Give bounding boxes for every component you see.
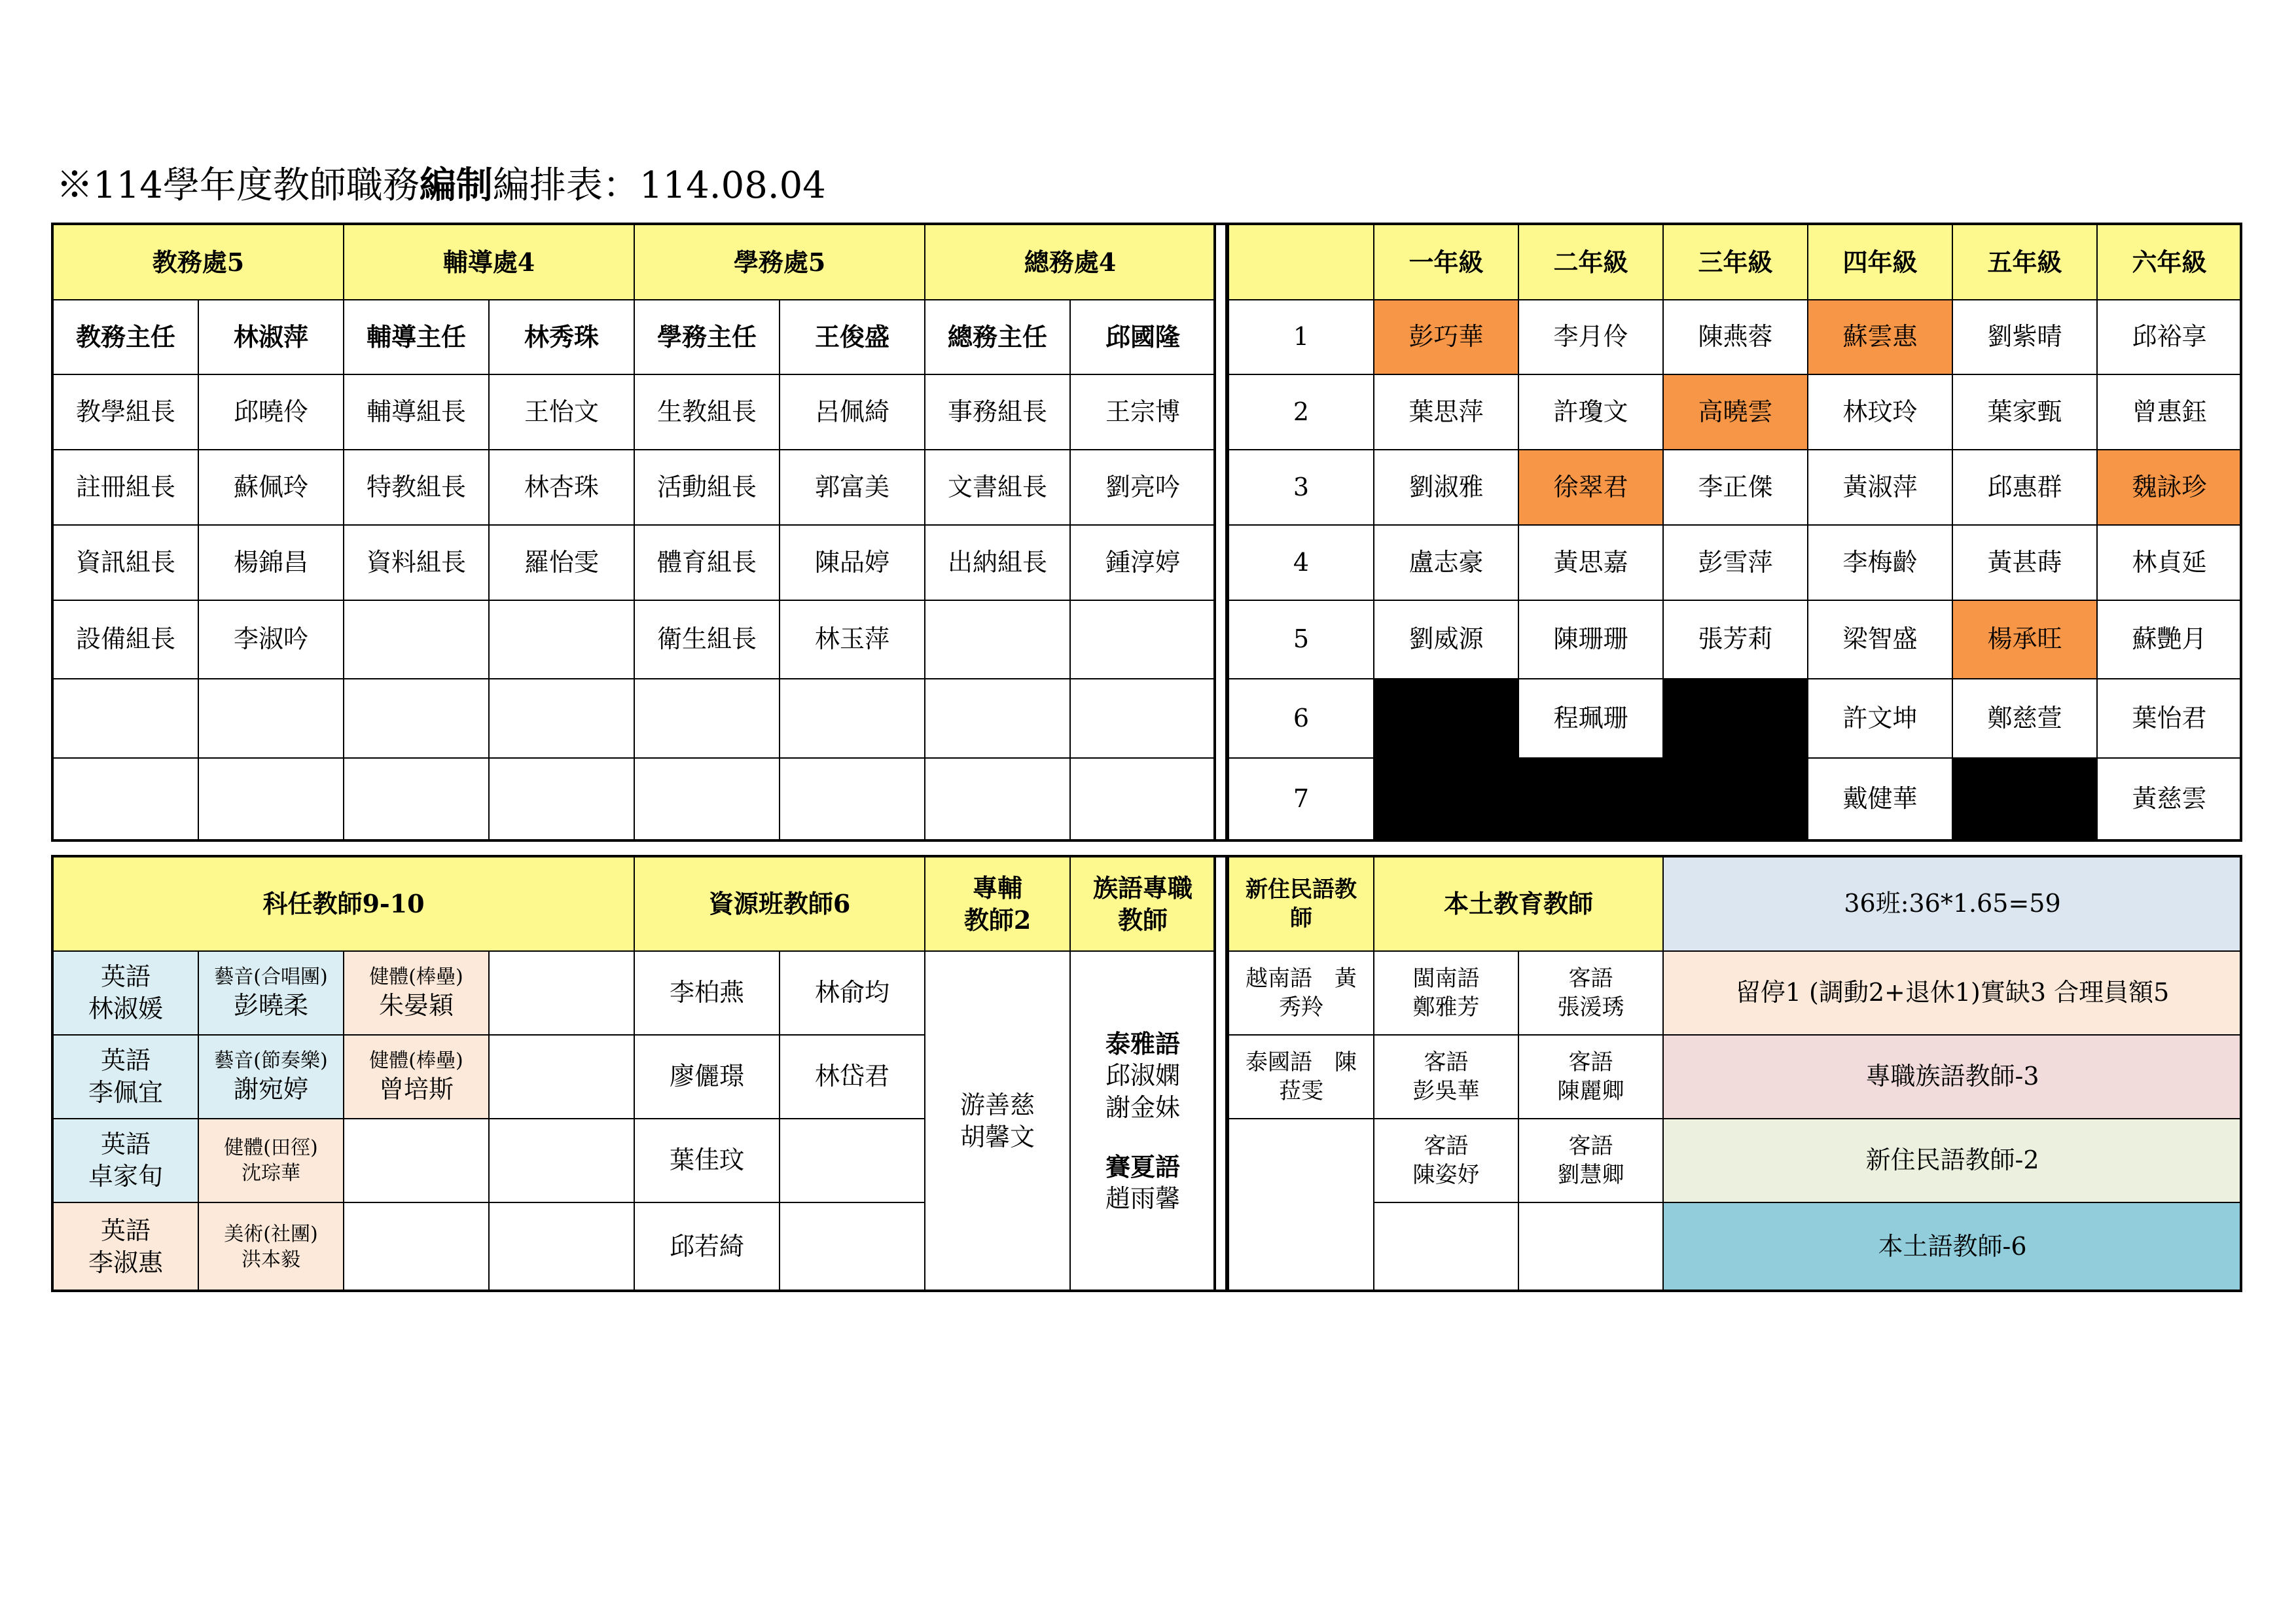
class-teacher: 劉威源 <box>1374 600 1518 679</box>
resource-teacher: 邱若綺 <box>634 1202 780 1291</box>
class-teacher: 彭雪萍 <box>1663 525 1808 600</box>
class-teacher: 楊承旺 <box>1952 600 2097 679</box>
class-number: 4 <box>1229 525 1374 600</box>
grade-header-4: 四年級 <box>1808 225 1952 300</box>
indigenous-header: 族語專職 教師 <box>1070 857 1215 951</box>
class-number: 5 <box>1229 600 1374 679</box>
newimm-teacher: 越南語 黃 秀羚 <box>1229 951 1374 1035</box>
local-teacher: 客語 彭吳華 <box>1374 1035 1518 1119</box>
office-person: 林杏珠 <box>489 450 634 525</box>
grade-header-5: 五年級 <box>1952 225 2097 300</box>
subject-cell: 英語 林淑媛 <box>53 951 198 1035</box>
summary-newimm: 新住民語教師-2 <box>1663 1119 2242 1202</box>
bottom-frame <box>51 855 2242 1292</box>
subject-cell: 藝音(合唱團) 彭曉柔 <box>198 951 344 1035</box>
class-teacher: 徐翠君 <box>1518 450 1663 525</box>
class-teacher: 梁智盛 <box>1808 600 1952 679</box>
class-teacher: 葉思萍 <box>1374 374 1518 450</box>
class-teacher: 程珮珊 <box>1518 679 1663 758</box>
office-person: 林玉萍 <box>780 600 925 679</box>
office-person: 楊錦昌 <box>198 525 344 600</box>
resource-teacher: 林俞均 <box>780 951 925 1035</box>
class-number: 2 <box>1229 374 1374 450</box>
office-role: 輔導主任 <box>344 300 489 375</box>
office-person: 郭富美 <box>780 450 925 525</box>
subject-cell: 藝音(節奏樂) 謝宛婷 <box>198 1035 344 1119</box>
office-header-academic: 教務處5 <box>53 225 344 300</box>
indigenous-list: 泰雅語 邱淑嫻 謝金妹 賽夏語 趙雨馨 <box>1070 951 1215 1291</box>
grade-header-6: 六年級 <box>2097 225 2242 300</box>
class-teacher: 黃思嘉 <box>1518 525 1663 600</box>
office-role: 教學組長 <box>53 374 198 450</box>
class-number: 6 <box>1229 679 1374 758</box>
class-teacher: 許瓊文 <box>1518 374 1663 450</box>
subject-cell: 美術(社團) 洪本毅 <box>198 1202 344 1291</box>
top-divider <box>1213 223 1216 842</box>
office-person: 羅怡雯 <box>489 525 634 600</box>
office-role: 生教組長 <box>634 374 780 450</box>
office-person: 林秀珠 <box>489 300 634 375</box>
top-frame <box>51 223 2242 842</box>
class-teacher: 葉家甄 <box>1952 374 2097 450</box>
resource-teacher: 林岱君 <box>780 1035 925 1119</box>
grade-header-1: 一年級 <box>1374 225 1518 300</box>
class-teacher: 林玟玲 <box>1808 374 1952 450</box>
subject-cell: 英語 李佩宜 <box>53 1035 198 1119</box>
class-teacher: 黃慈雲 <box>2097 758 2242 840</box>
subject-cell: 英語 卓家旬 <box>53 1119 198 1202</box>
office-role: 資料組長 <box>344 525 489 600</box>
office-role: 總務主任 <box>925 300 1070 375</box>
summary-formula: 36班:36*1.65=59 <box>1663 857 2242 951</box>
office-person: 呂佩綺 <box>780 374 925 450</box>
class-teacher: 彭巧華 <box>1374 300 1518 375</box>
class-teacher: 葉怡君 <box>2097 679 2242 758</box>
summary-vacancy: 留停1 (調動2+退休1)實缺3 合理員額5 <box>1663 951 2242 1035</box>
office-role: 特教組長 <box>344 450 489 525</box>
office-role: 體育組長 <box>634 525 780 600</box>
office-person: 劉亮吟 <box>1070 450 1215 525</box>
office-role: 衛生組長 <box>634 600 780 679</box>
class-teacher: 李月伶 <box>1518 300 1663 375</box>
class-teacher: 黃淑萍 <box>1808 450 1952 525</box>
page-title: ※114學年度教師職務編制編排表：114.08.04 <box>56 164 826 207</box>
local-teacher: 客語 劉慧卿 <box>1518 1119 1663 1202</box>
subject-cell: 健體(棒壘) 曾培斯 <box>344 1035 489 1119</box>
tutor-list: 游善慈 胡馨文 <box>925 951 1070 1291</box>
local-header: 本土教育教師 <box>1374 857 1663 951</box>
office-person: 蘇佩玲 <box>198 450 344 525</box>
tutor-header: 專輔 教師2 <box>925 857 1070 951</box>
top-divider <box>1225 223 1228 842</box>
office-role: 設備組長 <box>53 600 198 679</box>
subject-cell: 健體(棒壘) 朱晏穎 <box>344 951 489 1035</box>
subject-cell: 健體(田徑) 沈琮華 <box>198 1119 344 1202</box>
class-teacher: 邱裕享 <box>2097 300 2242 375</box>
class-teacher: 陳燕蓉 <box>1663 300 1808 375</box>
class-teacher: 盧志豪 <box>1374 525 1518 600</box>
office-person: 王俊盛 <box>780 300 925 375</box>
resource-teacher: 葉佳玟 <box>634 1119 780 1202</box>
class-teacher: 劉紫晴 <box>1952 300 2097 375</box>
office-role: 輔導組長 <box>344 374 489 450</box>
grade-header-2: 二年級 <box>1518 225 1663 300</box>
bottom-divider <box>1225 855 1228 1292</box>
summary-local: 本土語教師-6 <box>1663 1202 2242 1291</box>
summary-indigenous: 專職族語教師-3 <box>1663 1035 2242 1119</box>
office-header-student-affairs: 學務處5 <box>634 225 925 300</box>
class-teacher: 張芳莉 <box>1663 600 1808 679</box>
class-teacher: 邱惠群 <box>1952 450 2097 525</box>
subject-cell: 英語 李淑惠 <box>53 1202 198 1291</box>
subject-header: 科任教師9-10 <box>53 857 634 951</box>
office-person: 林淑萍 <box>198 300 344 375</box>
class-teacher: 林貞延 <box>2097 525 2242 600</box>
class-teacher: 許文坤 <box>1808 679 1952 758</box>
office-role: 事務組長 <box>925 374 1070 450</box>
office-role: 出納組長 <box>925 525 1070 600</box>
local-teacher: 閩南語 鄭雅芳 <box>1374 951 1518 1035</box>
office-role: 文書組長 <box>925 450 1070 525</box>
class-teacher: 鄭慈萱 <box>1952 679 2097 758</box>
bottom-divider <box>1213 855 1216 1292</box>
class-teacher: 劉淑雅 <box>1374 450 1518 525</box>
class-teacher: 戴健華 <box>1808 758 1952 840</box>
grade-header-3: 三年級 <box>1663 225 1808 300</box>
class-teacher: 陳珊珊 <box>1518 600 1663 679</box>
newimm-header: 新住民語教 師 <box>1229 857 1374 951</box>
office-person: 李淑吟 <box>198 600 344 679</box>
class-number: 3 <box>1229 450 1374 525</box>
office-person: 王怡文 <box>489 374 634 450</box>
office-person: 鍾淳婷 <box>1070 525 1215 600</box>
class-teacher: 蘇雲惠 <box>1808 300 1952 375</box>
office-role: 學務主任 <box>634 300 780 375</box>
office-role: 資訊組長 <box>53 525 198 600</box>
class-teacher: 魏詠珍 <box>2097 450 2242 525</box>
office-role: 註冊組長 <box>53 450 198 525</box>
office-header-counseling: 輔導處4 <box>344 225 634 300</box>
local-teacher: 客語 陳姿妤 <box>1374 1119 1518 1202</box>
newimm-teacher: 泰國語 陳 菈雯 <box>1229 1035 1374 1119</box>
local-teacher: 客語 陳麗卿 <box>1518 1035 1663 1119</box>
class-teacher: 李梅齡 <box>1808 525 1952 600</box>
office-role: 活動組長 <box>634 450 780 525</box>
class-teacher: 曾惠鈺 <box>2097 374 2242 450</box>
office-person: 王宗博 <box>1070 374 1215 450</box>
resource-header: 資源班教師6 <box>634 857 925 951</box>
class-teacher: 蘇艷月 <box>2097 600 2242 679</box>
class-number: 7 <box>1229 758 1374 840</box>
resource-teacher: 廖儷璟 <box>634 1035 780 1119</box>
class-teacher: 黃甚蒔 <box>1952 525 2097 600</box>
resource-teacher: 李柏燕 <box>634 951 780 1035</box>
local-teacher: 客語 張湲琇 <box>1518 951 1663 1035</box>
class-teacher: 李正傑 <box>1663 450 1808 525</box>
office-person: 陳品婷 <box>780 525 925 600</box>
class-teacher: 高曉雲 <box>1663 374 1808 450</box>
office-person: 邱國隆 <box>1070 300 1215 375</box>
office-header-general-affairs: 總務處4 <box>925 225 1215 300</box>
office-role: 教務主任 <box>53 300 198 375</box>
class-number: 1 <box>1229 300 1374 375</box>
office-person: 邱曉伶 <box>198 374 344 450</box>
